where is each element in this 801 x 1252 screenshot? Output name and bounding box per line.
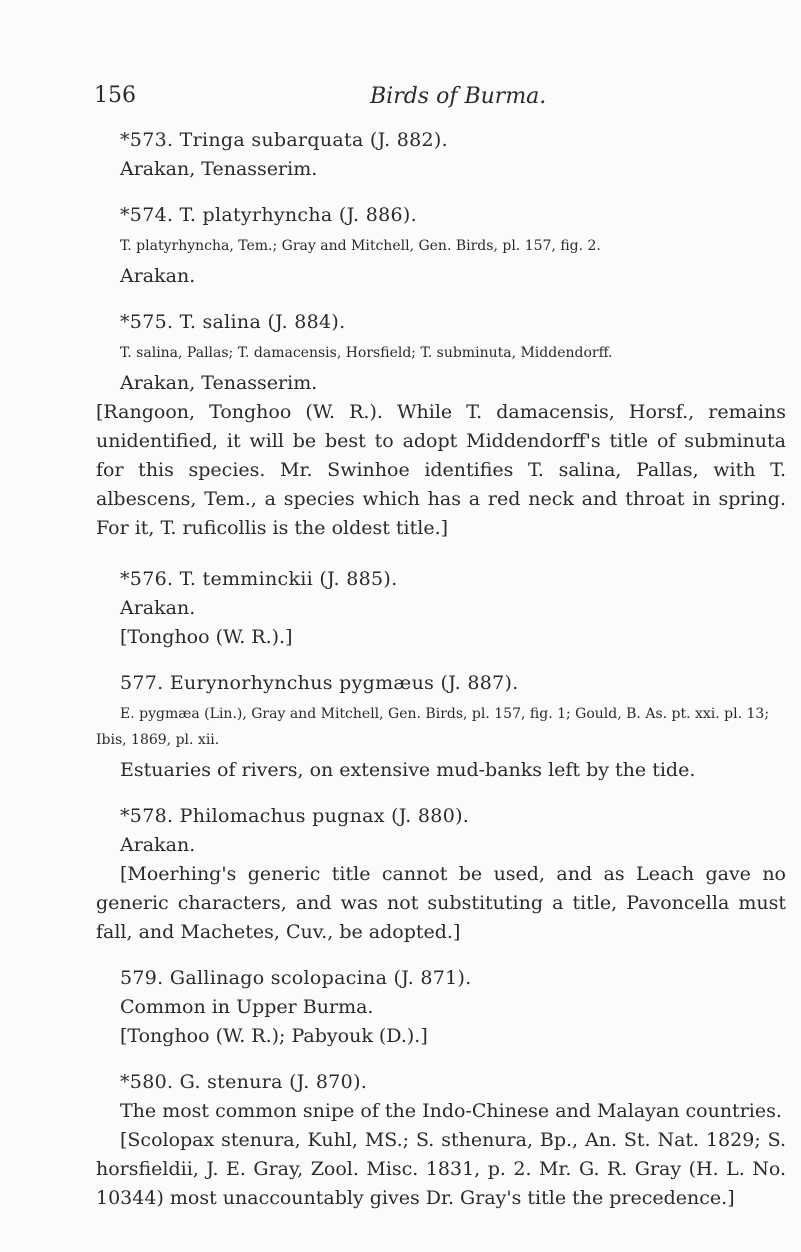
page-number: 156 [94, 83, 136, 108]
page-header [0, 83, 801, 113]
species-locality: The most common snipe of the Indo-Chinese and Malayan countries. [120, 1100, 782, 1122]
species-locality: Arakan. [120, 265, 196, 287]
species-note: [Tonghoo (W. R.); Pabyouk (D.).] [120, 1025, 428, 1047]
species-note: [Moerhing's generic title cannot be used, and as Leach gave no generic characters, and was not substituting a title, Pavoncella must fall, and Machetes, Cuv., be adopted.] [96, 863, 786, 943]
species-entry-573 [96, 126, 786, 184]
species-list [96, 126, 786, 1230]
species-entry-576 [96, 565, 786, 652]
species-heading: *573. Tringa subarquata (J. 882). [120, 129, 448, 151]
species-heading: *574. T. platyrhyncha (J. 886). [120, 204, 417, 226]
species-heading: *575. T. salina (J. 884). [120, 311, 346, 333]
species-locality: Arakan, Tenasserim. [120, 372, 318, 394]
species-heading: *580. G. stenura (J. 870). [120, 1071, 368, 1093]
species-entry-580 [96, 1068, 786, 1213]
species-locality: Arakan. [120, 597, 196, 619]
species-locality: Common in Upper Burma. [120, 996, 374, 1018]
species-note: [Scolopax stenura, Kuhl, MS.; S. sthenura, Bp., An. St. Nat. 1829; S. horsfieldii, J. E. Gray, Zool. Misc. 1831, p. 2. Mr. G. R. Gray (H. L. No. 10344) most unaccountably gives Dr. Gray's title the precedence.] [96, 1129, 786, 1209]
species-note: [Tonghoo (W. R.).] [120, 626, 293, 648]
species-entry-575 [96, 308, 786, 543]
species-entry-574 [96, 201, 786, 291]
species-note: [Rangoon, Tonghoo (W. R.). While T. damacensis, Horsf., remains unidentified, it will be best to adopt Middendorff's title of subminuta for this species. Mr. Swinhoe identifies T. salina, Pallas, with T. albescens, Tem., a species which has a red neck and throat in spring. For it, T. ruficollis is the oldest title.] [96, 401, 786, 539]
species-locality: Arakan. [120, 834, 196, 856]
species-heading: 579. Gallinago scolopacina (J. 871). [120, 967, 472, 989]
species-heading: *576. T. temminckii (J. 885). [120, 568, 398, 590]
species-entry-579 [96, 964, 786, 1051]
species-synonymy: E. pygmæa (Lin.), Gray and Mitchell, Gen. Birds, pl. 157, fig. 1; Gould, B. As. pt. xxi. pl. 13; Ibis, 1869, pl. xii. [96, 706, 770, 748]
species-synonymy: T. salina, Pallas; T. damacensis, Horsfield; T. subminuta, Middendorff. [120, 345, 613, 361]
species-locality: Estuaries of rivers, on extensive mud-banks left by the tide. [120, 759, 696, 781]
species-synonymy: T. platyrhyncha, Tem.; Gray and Mitchell, Gen. Birds, pl. 157, fig. 2. [120, 238, 601, 254]
running-head: Birds of Burma. [370, 84, 547, 109]
species-entry-578 [96, 802, 786, 947]
species-heading: 577. Eurynorhynchus pygmæus (J. 887). [120, 672, 519, 694]
species-entry-577 [96, 669, 786, 785]
species-heading: *578. Philomachus pugnax (J. 880). [120, 805, 470, 827]
species-locality: Arakan, Tenasserim. [120, 158, 318, 180]
